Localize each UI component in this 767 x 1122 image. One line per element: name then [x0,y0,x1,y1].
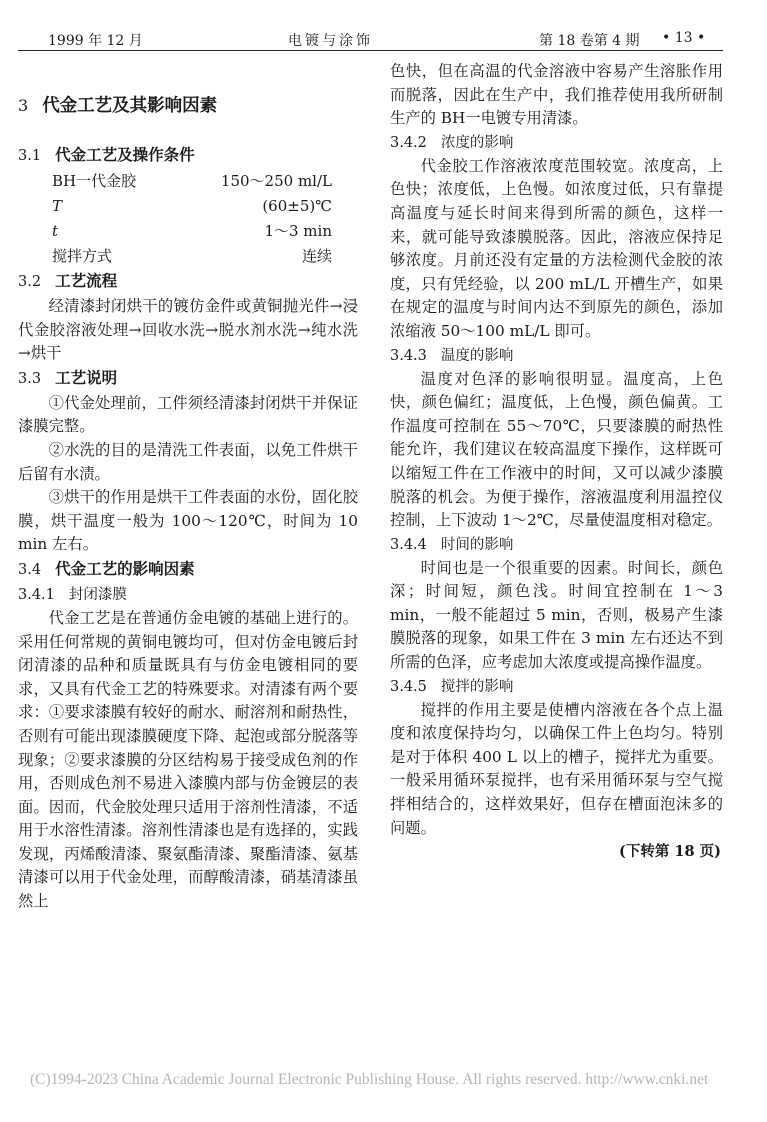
body-paragraph: 温度对色泽的影响很明显。温度高，上色快，颜色偏红；温度低，上色慢，颜色偏黄。工作温度可控制在 55～70℃，只要漆膜的耐热性能允许，我们建议在较高温度下操作，这样既可以缩短工件在工作液中的时间，又可以减少漆膜脱落的机会。为便于操作，溶液温度利用温控仪控制，上下波动 1～2℃，尽量使温度相对稳定。 [390,369,723,530]
header-date: 1999 年 12 月 [48,33,143,49]
subsection-title: 代金工艺的影响因素 [55,559,195,578]
section-title: 代金工艺及其影响因素 [42,96,218,116]
subsection-title: 代金工艺及操作条件 [55,146,195,164]
body-paragraph: 搅拌的作用主要是使槽内溶液在各个点上温度和浓度保持均匀，以确保工件上色均匀。特别是对于体积 400 L 以上的槽子，搅拌尤为重要。一般采用循环泵搅拌，也有采用循环泵与空气搅拌相结合的，这样效果好，但存在槽面泡沫多的问题。 [390,700,723,837]
subsection-title: 工艺说明 [55,368,118,387]
condition-row [18,244,358,269]
subsection-number: 3.4 [18,561,42,578]
subsection-heading [18,366,358,392]
subsection-heading [18,269,358,295]
subsection-number: 3.1 [18,148,42,164]
operating-conditions-list [18,169,358,269]
sub-subsection-number: 3.4.5 [390,678,427,695]
condition-key: 搅拌方式 [52,247,113,265]
sub-subsection-heading [390,675,723,699]
sub-subsection-number: 3.4.1 [18,586,55,603]
running-header [18,28,723,51]
process-note-1: ①代金处理前，工件须经清漆封闭烘干并保证漆膜完整。 [18,393,358,436]
condition-value: 1～3 min [264,222,332,240]
condition-row [18,194,358,219]
sub-subsection-number: 3.4.2 [390,134,427,151]
sub-subsection-number: 3.4.4 [390,536,427,553]
subsection-heading [18,557,358,583]
condition-row [18,219,358,244]
right-column [390,60,723,864]
header-page-number: • 13 • [662,30,706,46]
condition-row [18,169,358,194]
sub-subsection-heading [390,344,723,368]
condition-key: T [52,197,63,215]
header-volume-issue: 第 18 卷第 4 期 [539,33,640,49]
condition-value: (60±5)℃ [262,197,332,215]
sub-subsection-title: 温度的影响 [440,347,514,364]
sub-subsection-title: 封闭漆膜 [68,586,127,603]
body-paragraph: 时间也是一个很重要的因素。时间长，颜色深；时间短，颜色浅。时间宜控制在 1～3 min，一般不能超过 5 min，否则，极易产生漆膜脱落的现象，如果工件在 3 min 左右还达不到所需的色泽，应考虑加大浓度或提高操作温度。 [390,558,723,672]
sub-subsection-title: 浓度的影响 [440,134,514,151]
sub-subsection-number: 3.4.3 [390,347,427,364]
continued-note: (下转第 18 页) [619,843,721,861]
copyright-watermark: (C)1994-2023 China Academic Journal Electronic Publishing House. All rights reserved. http://www.cnki.net [30,1071,709,1088]
process-flow-paragraph: 经清漆封闭烘干的镀仿金件或黄铜抛光件→浸代金胶溶液处理→回收水洗→脱水剂水洗→纯水洗→烘干 [18,297,358,363]
sub-subsection-title: 时间的影响 [440,536,514,553]
sub-subsection-heading [390,533,723,557]
subsection-heading [18,143,358,169]
body-paragraph: 代金工艺是在普通仿金电镀的基础上进行的。采用任何常规的黄铜电镀均可，但对仿金电镀后封闭清漆的品种和质量既具有与仿金电镀相同的要求，又具有代金工艺的特殊要求。对清漆有两个要求：①要求漆膜有较好的耐水、耐溶剂和耐热性，否则有可能出现漆膜硬度下降、起泡或部分脱落等现象；②要求漆膜的分区结构易于接受成色剂的作用，否则成色剂不易进入漆膜内部与仿金镀层的表面。因而，代金胶处理只适用于溶剂性清漆，不适用于水溶性清漆。溶剂性清漆也是有选择的，实践发现，丙烯酸清漆、聚氨酯清漆、聚酯清漆、氨基清漆可以用于代金处理，而醇酸清漆，硝基清漆虽然上 [18,608,358,911]
sub-subsection-heading [390,131,723,155]
condition-key: BH一代金胶 [52,172,137,190]
condition-value: 150～250 ml/L [220,172,332,190]
sub-subsection-heading [18,583,358,607]
section-number: 3 [18,96,29,115]
subsection-number: 3.2 [18,274,42,290]
body-paragraph-continued: 色快，但在高温的代金溶液中容易产生溶胀作用而脱落，因此在生产中，我们推荐使用我所研制生产的 BH一电镀专用清漆。 [390,62,723,128]
process-note-3: ③烘干的作用是烘干工件表面的水份，固化胶膜，烘干温度一般为 100～120℃，时间为 10 min 左右。 [18,488,358,554]
condition-key: t [52,222,59,240]
subsection-title: 工艺流程 [55,272,118,290]
sub-subsection-title: 搅拌的影响 [440,678,514,695]
section-heading [18,92,358,117]
body-paragraph: 代金胶工作溶液浓度范围较宽。浓度高，上色快；浓度低，上色慢。如浓度过低，只有靠提高温度与延长时间来得到所需的颜色，这样一来，就可能导致漆膜脱落。因此，溶液应保持足够浓度。月前还没有定量的方法检测代金胶的浓度，只有凭经验，以 200 mL/L 开槽生产，如果在规定的温度与时间内达不到原先的颜色，添加浓缩液 50～100 mL/L 即可。 [390,156,723,340]
condition-value: 连续 [301,247,332,265]
subsection-number: 3.3 [18,370,42,387]
process-note-2: ②水洗的目的是清洗工件表面，以免工件烘干后留有水渍。 [18,440,358,483]
left-column [18,60,358,914]
header-journal-name: 电镀与涂饰 [288,33,373,49]
